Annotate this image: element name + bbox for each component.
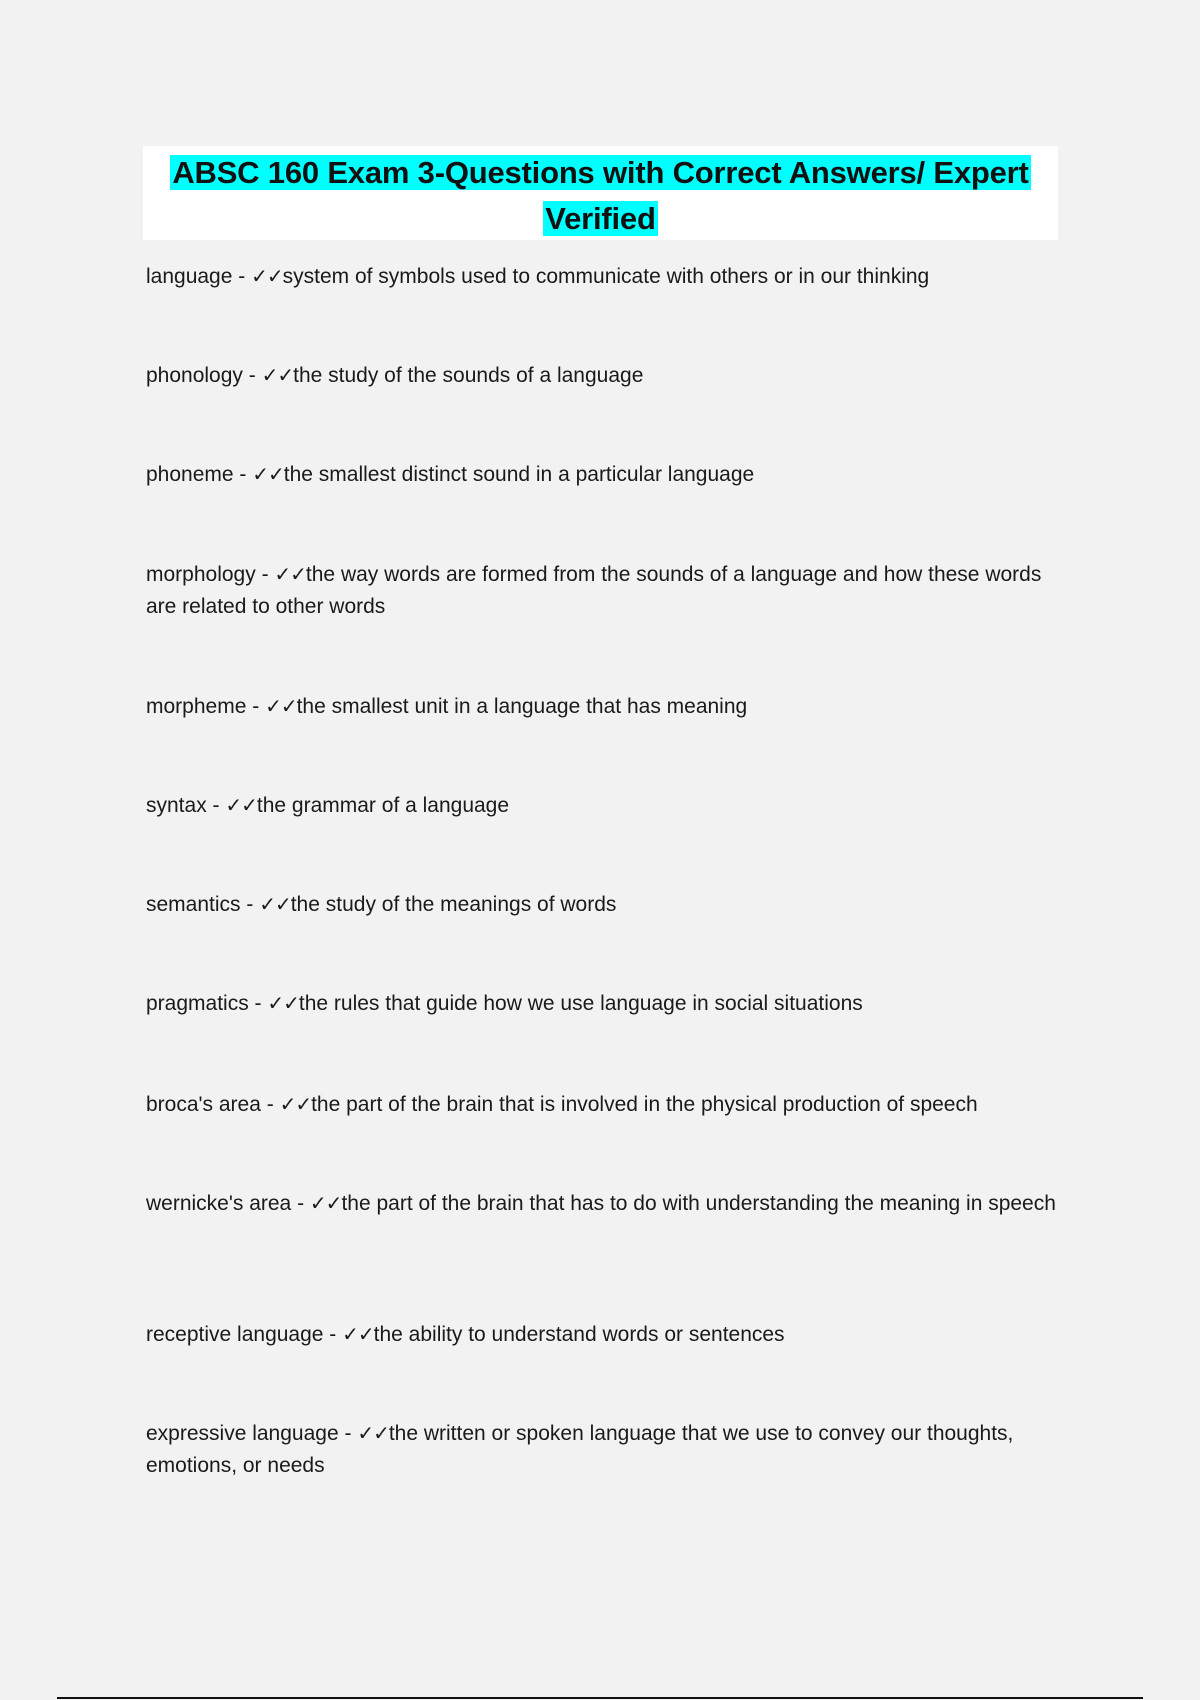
entry-separator: - xyxy=(248,992,268,1015)
entry-definition: system of symbols used to communicate with others or in our thinking xyxy=(282,265,930,288)
entry-expressive-language xyxy=(146,1417,1066,1482)
entry-separator: - xyxy=(323,1323,343,1346)
entry-term: phonology xyxy=(146,364,243,387)
entry-separator: - xyxy=(255,563,275,586)
entry-morpheme xyxy=(146,690,1066,723)
entry-definition: the study of the sounds of a language xyxy=(293,364,644,387)
entry-definition: the smallest distinct sound in a particular language xyxy=(283,463,755,486)
entry-term: expressive language xyxy=(146,1422,339,1445)
double-check-icon: ✓✓ xyxy=(251,264,283,288)
entry-brocas-area xyxy=(146,1088,1066,1121)
entry-pragmatics xyxy=(146,987,1066,1020)
entry-separator: - xyxy=(242,364,262,387)
entry-definition: the written or spoken language that we use to convey our thoughts, emotions, or needs xyxy=(146,1422,1014,1477)
title-line-1: ABSC 160 Exam 3-Questions with Correct Answers/ Expert xyxy=(172,155,1029,190)
double-check-icon: ✓✓ xyxy=(357,1421,389,1445)
entry-term: morphology xyxy=(146,563,256,586)
double-check-icon: ✓✓ xyxy=(309,1191,342,1215)
entry-definition: the part of the brain that has to do with understanding the meaning in speech xyxy=(341,1192,1056,1215)
document-title xyxy=(143,150,1058,242)
entry-phonology xyxy=(146,359,1066,392)
double-check-icon: ✓✓ xyxy=(259,892,291,916)
double-check-icon: ✓✓ xyxy=(265,694,297,718)
entry-definition: the part of the brain that is involved in the physical production of speech xyxy=(311,1093,978,1116)
entry-separator: - xyxy=(291,1192,310,1215)
double-check-icon: ✓✓ xyxy=(267,991,299,1015)
entry-definition: the ability to understand words or sentences xyxy=(373,1323,785,1346)
entry-term: morpheme xyxy=(146,695,247,718)
entry-wernickes-area xyxy=(146,1187,1066,1220)
entry-receptive-language xyxy=(146,1318,1066,1351)
entry-term: broca's area xyxy=(146,1093,261,1116)
entry-separator: - xyxy=(232,265,252,288)
double-check-icon: ✓✓ xyxy=(261,363,294,387)
double-check-icon: ✓✓ xyxy=(252,462,284,486)
footer-divider xyxy=(57,1697,1143,1699)
entry-morphology xyxy=(146,558,1066,623)
entry-term: phoneme xyxy=(146,463,234,486)
entry-term: syntax xyxy=(146,794,207,817)
entry-definition: the grammar of a language xyxy=(256,794,510,817)
entry-term: receptive language xyxy=(146,1323,324,1346)
entry-language xyxy=(146,260,1066,293)
title-line-2: Verified xyxy=(545,201,656,236)
entry-definition: the study of the meanings of words xyxy=(290,893,617,916)
entry-syntax xyxy=(146,789,1066,822)
title-box xyxy=(143,146,1058,240)
entry-definition: the rules that guide how we use language in social situations xyxy=(298,992,863,1015)
entry-separator: - xyxy=(206,794,226,817)
double-check-icon: ✓✓ xyxy=(225,793,257,817)
entry-term: language xyxy=(146,265,233,288)
entry-phoneme xyxy=(146,458,1066,491)
entry-separator: - xyxy=(260,1093,280,1116)
entry-term: semantics xyxy=(146,893,241,916)
entry-separator: - xyxy=(246,695,266,718)
entry-term: pragmatics xyxy=(146,992,249,1015)
double-check-icon: ✓✓ xyxy=(342,1322,374,1346)
entry-separator: - xyxy=(233,463,253,486)
entry-separator: - xyxy=(338,1422,358,1445)
double-check-icon: ✓✓ xyxy=(279,1092,312,1116)
entry-separator: - xyxy=(240,893,260,916)
entry-definition: the smallest unit in a language that has meaning xyxy=(296,695,748,718)
entry-term: wernicke's area xyxy=(146,1192,292,1215)
double-check-icon: ✓✓ xyxy=(274,562,306,586)
entry-definition: the way words are formed from the sounds of a language and how these words are related to other words xyxy=(146,563,1042,618)
entry-semantics xyxy=(146,888,1066,921)
